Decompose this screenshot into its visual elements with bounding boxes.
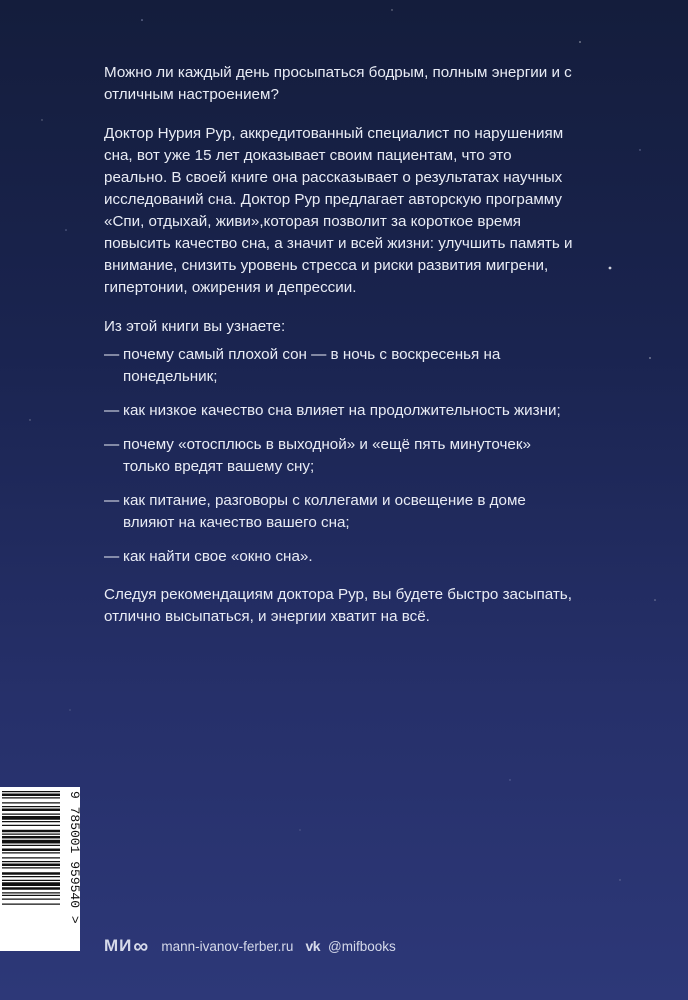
barcode-bar [2,791,60,792]
learn-list [104,344,574,568]
barcode-bar [2,852,60,853]
barcode-bar [2,899,60,900]
barcode-bar [2,794,60,797]
barcode-bar [2,849,60,852]
barcode-bar [2,825,60,826]
vk-icon: vk [305,938,321,954]
barcode-bar [2,834,60,835]
description-block [104,62,574,645]
barcode-bar [2,867,60,868]
barcode-bar [2,887,60,890]
publisher-logo [104,936,149,957]
logo-text: МИ [104,936,133,955]
barcode [0,787,80,951]
barcode-bar [2,864,60,867]
barcode-bar [2,797,60,798]
closing-paragraph: Следуя рекомендациям доктора Рур, вы будете быстро засыпать, отлично высыпаться, и энергии хватит на всё. [104,586,572,625]
barcode-bar [2,904,60,905]
barcode-bar [2,806,60,807]
list-item: — как найти свое «окно сна». [104,546,574,568]
barcode-bar [2,836,60,839]
list-item: — почему «отосплюсь в выходной» и «ещё пять минуточек» только вредят вашему сну; [104,434,574,478]
barcode-bar [2,876,60,877]
website-link[interactable]: mann-ivanov-ferber.ru [161,938,294,954]
list-item: — почему самый плохой сон — в ночь с воскресенья на понедельник; [104,344,574,388]
barcode-bar [2,802,60,803]
barcode-bar [2,880,60,881]
barcode-bar [2,872,60,875]
social-handle[interactable]: @mifbooks [328,938,396,954]
barcode-bar [2,809,60,812]
barcode-bar [2,814,60,815]
barcode-bar [2,821,60,822]
barcode-bar [2,840,60,844]
list-item: — как низкое качество сна влияет на продолжительность жизни; [104,400,574,422]
barcode-bar [2,845,60,846]
barcode-bar [2,830,60,833]
barcode-number: 9 785001 959540 > [67,791,82,924]
about-paragraph: Доктор Нурия Рур, аккредитованный специалист по нарушениям сна, вот уже 15 лет доказывает своим пациентам, что это реально. В своей книге она рассказывает о результатах научных исследований сна. Доктор Рур предлагает авторскую программу «Спи, отдыхай, живи»,которая позволит за короткое время повысить качество сна, а значит и всей жизни: улучшить память и внимание, снизить уровень стресса и риски развития мигрени, гипертонии, ожирения и депрессии. [104,125,573,296]
barcode-bar [2,895,60,896]
footer [104,934,396,958]
learn-intro: Из этой книги вы узнаете: [104,318,286,335]
barcode-bar [2,892,60,893]
barcode-bar [2,861,60,862]
infinity-icon: ∞ [133,934,150,958]
list-item: — как питание, разговоры с коллегами и освещение в доме влияют на качество вашего сна; [104,490,574,534]
barcode-bar [2,816,60,820]
intro-paragraph: Можно ли каждый день просыпаться бодрым, полным энергии и с отличным настроением? [104,64,572,103]
barcode-bar [2,857,60,858]
barcode-bar [2,882,60,886]
barcode-graphic [0,787,80,951]
